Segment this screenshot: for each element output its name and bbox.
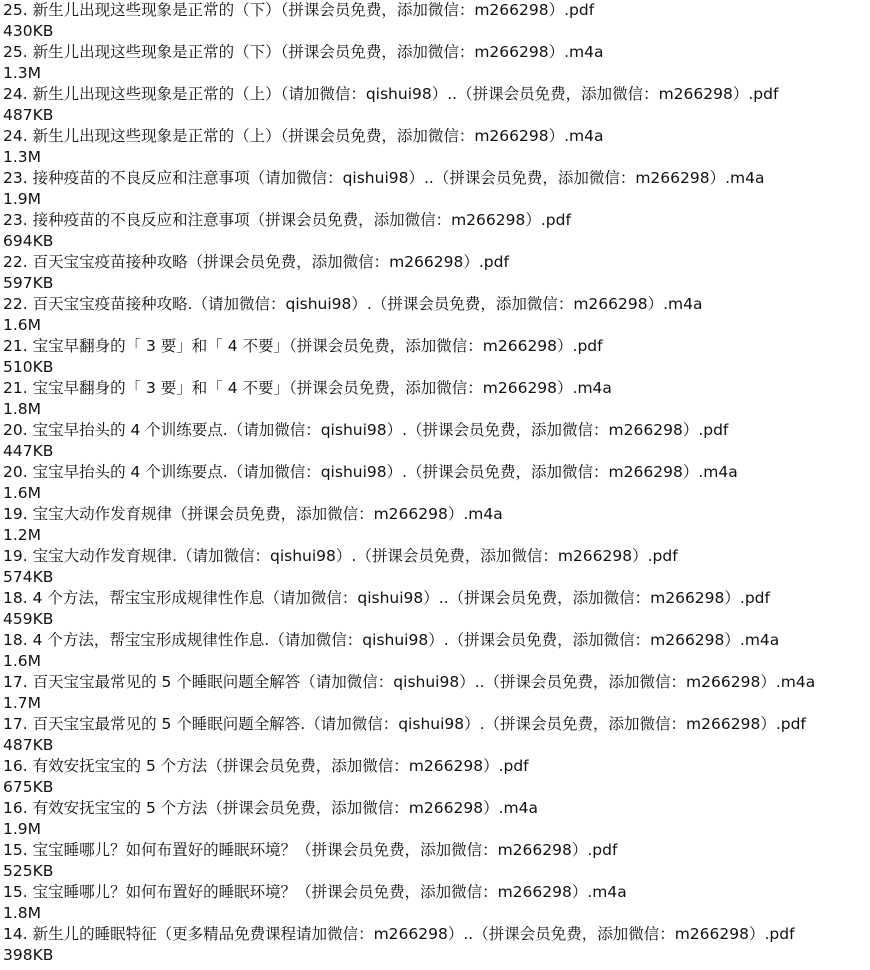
- file-size: 1.2M: [3, 526, 42, 544]
- file-item[interactable]: [3, 840, 870, 882]
- file-size: 694KB: [3, 232, 54, 250]
- file-name[interactable]: 15. 宝宝睡哪儿？如何布置好的睡眠环境？（拼课会员免费，添加微信：m266298）.m4a: [3, 883, 627, 901]
- file-size: 1.9M: [3, 190, 42, 208]
- file-name[interactable]: 21. 宝宝早翻身的「 3 要」和「 4 不要」（拼课会员免费，添加微信：m266298）.pdf: [3, 337, 603, 355]
- file-item[interactable]: [3, 0, 870, 42]
- file-item[interactable]: [3, 336, 870, 378]
- file-name[interactable]: 22. 百天宝宝疫苗接种攻略.（请加微信：qishui98）.（拼课会员免费，添加微信：m266298）.m4a: [3, 295, 703, 313]
- file-size: 525KB: [3, 862, 54, 880]
- file-item[interactable]: [3, 504, 870, 546]
- file-size: 487KB: [3, 106, 54, 124]
- file-size: 510KB: [3, 358, 54, 376]
- file-name[interactable]: 24. 新生儿出现这些现象是正常的（上）（请加微信：qishui98）..（拼课会员免费，添加微信：m266298）.pdf: [3, 85, 779, 103]
- file-size: 487KB: [3, 736, 54, 754]
- file-name[interactable]: 25. 新生儿出现这些现象是正常的（下）（拼课会员免费，添加微信：m266298）.m4a: [3, 43, 604, 61]
- file-size: 1.7M: [3, 694, 42, 712]
- file-name[interactable]: 20. 宝宝早抬头的 4 个训练要点.（请加微信：qishui98）.（拼课会员免费，添加微信：m266298）.pdf: [3, 421, 729, 439]
- file-item[interactable]: [3, 546, 870, 588]
- file-item[interactable]: [3, 882, 870, 924]
- file-size: 1.3M: [3, 148, 42, 166]
- file-item[interactable]: [3, 84, 870, 126]
- file-name[interactable]: 22. 百天宝宝疫苗接种攻略（拼课会员免费，添加微信：m266298）.pdf: [3, 253, 509, 271]
- file-name[interactable]: 23. 接种疫苗的不良反应和注意事项（请加微信：qishui98）..（拼课会员免费，添加微信：m266298）.m4a: [3, 169, 765, 187]
- file-size: 675KB: [3, 778, 54, 796]
- file-name[interactable]: 21. 宝宝早翻身的「 3 要」和「 4 不要」（拼课会员免费，添加微信：m266298）.m4a: [3, 379, 612, 397]
- file-item[interactable]: [3, 168, 870, 210]
- file-item[interactable]: [3, 294, 870, 336]
- file-item[interactable]: [3, 420, 870, 462]
- file-item[interactable]: [3, 630, 870, 672]
- file-item[interactable]: [3, 756, 870, 798]
- file-item[interactable]: [3, 42, 870, 84]
- file-name[interactable]: 17. 百天宝宝最常见的 5 个睡眠问题全解答.（请加微信：qishui98）.（拼课会员免费，添加微信：m266298）.pdf: [3, 715, 806, 733]
- file-item[interactable]: [3, 924, 870, 966]
- file-item[interactable]: [3, 672, 870, 714]
- file-name[interactable]: 24. 新生儿出现这些现象是正常的（上）（拼课会员免费，添加微信：m266298）.m4a: [3, 127, 604, 145]
- file-name[interactable]: 20. 宝宝早抬头的 4 个训练要点.（请加微信：qishui98）.（拼课会员免费，添加微信：m266298）.m4a: [3, 463, 738, 481]
- file-size: 447KB: [3, 442, 54, 460]
- file-name[interactable]: 25. 新生儿出现这些现象是正常的（下）（拼课会员免费，添加微信：m266298）.pdf: [3, 1, 595, 19]
- file-size: 574KB: [3, 568, 54, 586]
- file-item[interactable]: [3, 462, 870, 504]
- file-name[interactable]: 18. 4 个方法，帮宝宝形成规律性作息（请加微信：qishui98）..（拼课会员免费，添加微信：m266298）.pdf: [3, 589, 770, 607]
- file-item[interactable]: [3, 126, 870, 168]
- file-name[interactable]: 23. 接种疫苗的不良反应和注意事项（拼课会员免费，添加微信：m266298）.pdf: [3, 211, 571, 229]
- file-size: 1.6M: [3, 484, 42, 502]
- file-name[interactable]: 18. 4 个方法，帮宝宝形成规律性作息.（请加微信：qishui98）.（拼课会员免费，添加微信：m266298）.m4a: [3, 631, 780, 649]
- file-name[interactable]: 14. 新生儿的睡眠特征（更多精品免费课程请加微信：m266298）..（拼课会员免费，添加微信：m266298）.pdf: [3, 925, 795, 943]
- file-name[interactable]: 19. 宝宝大动作发育规律.（请加微信：qishui98）.（拼课会员免费，添加微信：m266298）.pdf: [3, 547, 678, 565]
- file-name[interactable]: 16. 有效安抚宝宝的 5 个方法（拼课会员免费，添加微信：m266298）.m4a: [3, 799, 538, 817]
- file-size: 1.8M: [3, 904, 42, 922]
- file-item[interactable]: [3, 714, 870, 756]
- file-size: 459KB: [3, 610, 54, 628]
- file-size: 1.3M: [3, 64, 42, 82]
- file-item[interactable]: [3, 210, 870, 252]
- file-size: 1.6M: [3, 652, 42, 670]
- file-size: 1.9M: [3, 820, 42, 838]
- file-size: 1.8M: [3, 400, 42, 418]
- file-name[interactable]: 16. 有效安抚宝宝的 5 个方法（拼课会员免费，添加微信：m266298）.pdf: [3, 757, 529, 775]
- file-name[interactable]: 15. 宝宝睡哪儿？如何布置好的睡眠环境？（拼课会员免费，添加微信：m266298）.pdf: [3, 841, 618, 859]
- file-item[interactable]: [3, 588, 870, 630]
- file-item[interactable]: [3, 798, 870, 840]
- file-item[interactable]: [3, 378, 870, 420]
- file-item[interactable]: [3, 252, 870, 294]
- file-size: 398KB: [3, 946, 54, 964]
- file-size: 597KB: [3, 274, 54, 292]
- file-size: 1.6M: [3, 316, 42, 334]
- file-name[interactable]: 17. 百天宝宝最常见的 5 个睡眠问题全解答（请加微信：qishui98）..（拼课会员免费，添加微信：m266298）.m4a: [3, 673, 816, 691]
- file-size: 430KB: [3, 22, 54, 40]
- file-name[interactable]: 19. 宝宝大动作发育规律（拼课会员免费，添加微信：m266298）.m4a: [3, 505, 503, 523]
